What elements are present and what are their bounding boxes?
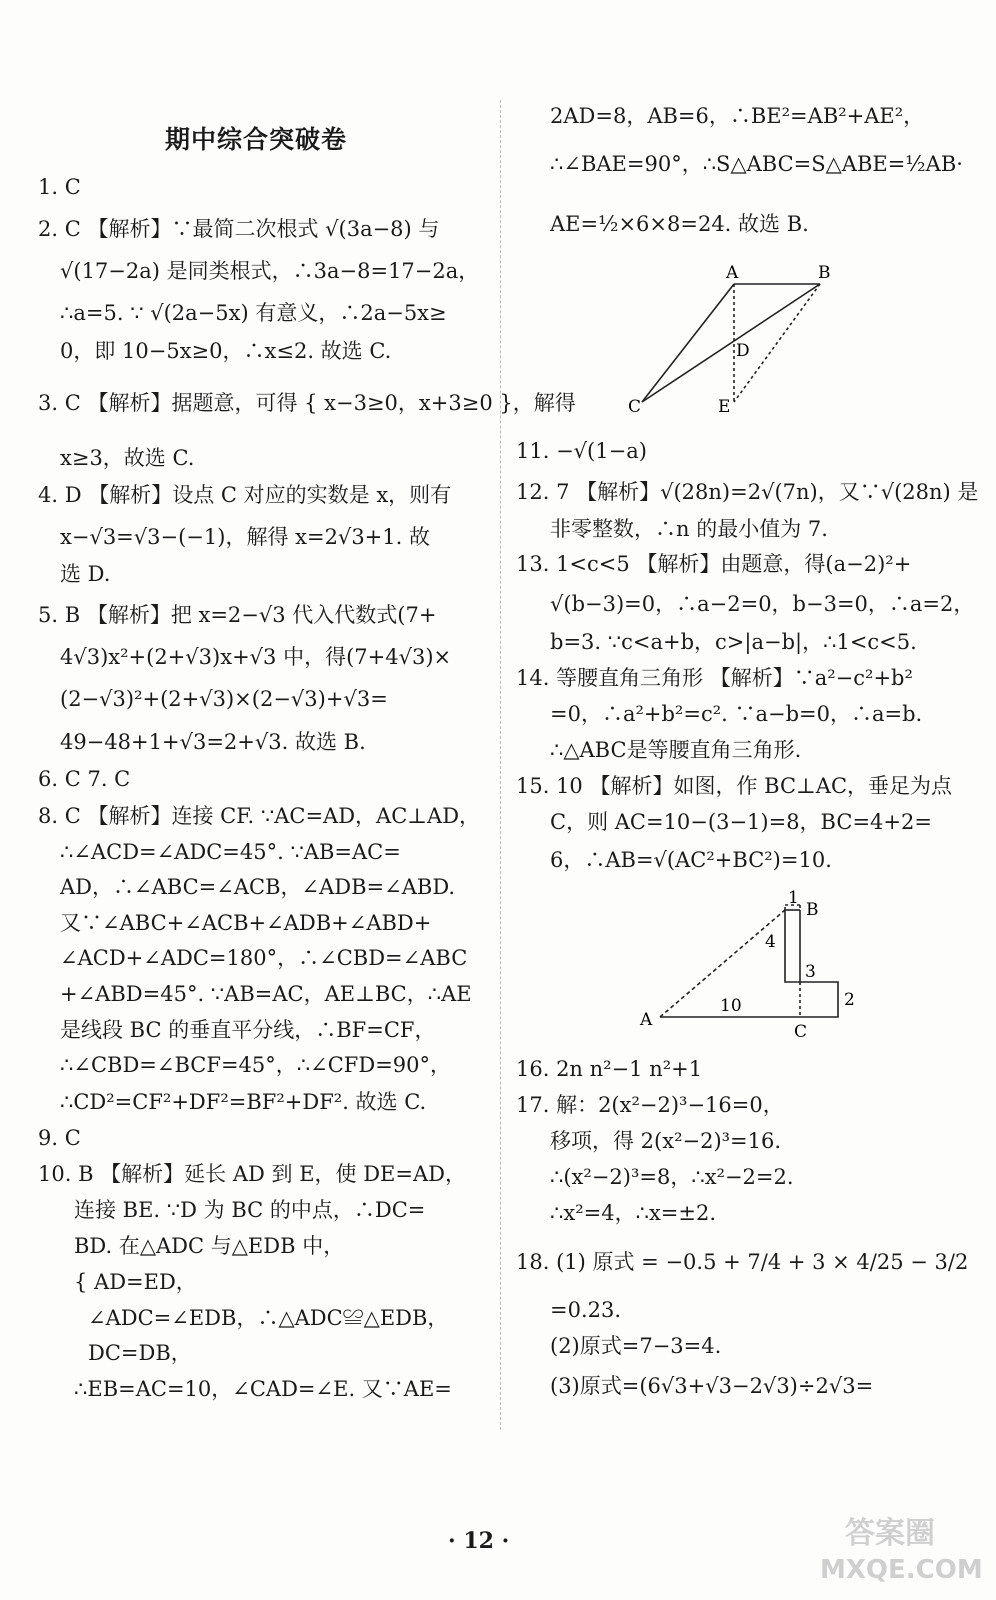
page-number: · 12 · bbox=[448, 1528, 510, 1554]
answer-line: 16. 2n n²−1 n²+1 bbox=[516, 1057, 703, 1081]
answer-line: 11. −√(1−a) bbox=[516, 439, 647, 463]
answer-line: 连接 BE. ∵D 为 BC 的中点，∴DC= bbox=[74, 1198, 426, 1222]
answer-line: 17. 解：2(x²−2)³−16=0， bbox=[516, 1093, 784, 1117]
answer-line: ∴(x²−2)³=8，∴x²−2=2. bbox=[550, 1165, 794, 1189]
answer-line: ∴∠CBD=∠BCF=45°，∴∠CFD=90°， bbox=[60, 1053, 452, 1077]
answer-line: b=3. ∵c<a+b，c>|a−b|，∴1<c<5. bbox=[550, 630, 917, 654]
answer-line: C，则 AC=10−(3−1)=8，BC=4+2= bbox=[550, 810, 932, 834]
fig1-label-b: B bbox=[818, 263, 831, 283]
answer-line: 9. C bbox=[38, 1126, 81, 1150]
answer-line: 14. 等腰直角三角形 【解析】∵a²−c²+b² bbox=[516, 666, 913, 690]
answer-line: √(17−2a) 是同类根式，∴3a−8=17−2a， bbox=[60, 259, 480, 283]
answer-line: 4. D 【解析】设点 C 对应的实数是 x，则有 bbox=[38, 483, 452, 507]
answer-line: 又∵∠ABC+∠ACB+∠ADB+∠ABD+ bbox=[60, 911, 432, 935]
fig1-label-e: E bbox=[718, 397, 731, 417]
answer-line: 8. C 【解析】连接 CF. ∵AC=AD，AC⊥AD， bbox=[38, 804, 481, 828]
answer-line: 移项，得 2(x²−2)³=16. bbox=[550, 1129, 782, 1153]
answer-line: BD. 在△ADC 与△EDB 中， bbox=[74, 1234, 345, 1258]
answer-line: 3. C 【解析】据题意，可得 { x−3≥0，x+3≥0 }，解得 bbox=[38, 391, 576, 415]
fig2-label-4: 4 bbox=[765, 932, 776, 952]
answer-line: 是线段 BC 的垂直平分线，∴BF=CF， bbox=[60, 1018, 436, 1042]
answer-line: 5. B 【解析】把 x=2−√3 代入代数式(7+ bbox=[38, 603, 437, 627]
answer-line: 非零整数，∴n 的最小值为 7. bbox=[550, 517, 828, 541]
answer-line: (3)原式=(6√3+√3−2√3)÷2√3= bbox=[550, 1374, 874, 1398]
figure-problem-15 bbox=[630, 885, 870, 1045]
answer-line: 13. 1<c<5 【解析】由题意，得(a−2)²+ bbox=[516, 552, 912, 576]
answer-line: 12. 7 【解析】√(28n)=2√(7n)，又∵√(28n) 是 bbox=[516, 480, 979, 504]
answer-line: =0，∴a²+b²=c². ∵a−b=0，∴a=b. bbox=[550, 702, 923, 726]
column-divider bbox=[500, 100, 501, 1430]
answer-line: x−√3=√3−(−1)，解得 x=2√3+1. 故 bbox=[60, 525, 430, 549]
answer-line: 6，∴AB=√(AC²+BC²)=10. bbox=[550, 848, 832, 872]
fig2-label-b: B bbox=[806, 900, 819, 920]
answer-line: 18. (1) 原式 = −0.5 + 7/4 + 3 × 4/25 − 3/2 bbox=[516, 1250, 969, 1274]
answer-line: (2)原式=7−3=4. bbox=[550, 1334, 722, 1358]
fig1-label-a: A bbox=[726, 263, 739, 283]
answer-line: 10. B 【解析】延长 AD 到 E，使 DE=AD， bbox=[38, 1162, 466, 1186]
answer-line: √(b−3)=0，∴a−2=0，b−3=0，∴a=2， bbox=[550, 592, 975, 616]
answer-line: 49−48+1+√3=2+√3. 故选 B. bbox=[60, 730, 366, 754]
figure-triangle-abc bbox=[620, 260, 840, 420]
answer-line: ∴CD²=CF²+DF²=BF²+DF². 故选 C. bbox=[60, 1090, 427, 1114]
answer-line: 2AD=8，AB=6，∴BE²=AB²+AE²， bbox=[550, 104, 925, 128]
fig2-label-a: A bbox=[640, 1010, 653, 1030]
watermark-logo: 答案圈 bbox=[845, 1516, 935, 1551]
answer-line: (2−√3)²+(2+√3)×(2−√3)+√3= bbox=[60, 687, 388, 711]
fig2-label-1: 1 bbox=[788, 888, 799, 908]
fig2-label-c: C bbox=[794, 1022, 808, 1042]
answer-line: 选 D. bbox=[60, 562, 111, 586]
page-title: 期中综合突破卷 bbox=[165, 125, 348, 154]
answer-line: AD，∴∠ABC=∠ACB，∠ADB=∠ABD. bbox=[60, 875, 456, 899]
watermark-url: MXQE.COM bbox=[820, 1555, 983, 1585]
answer-line: +∠ABD=45°. ∵AB=AC，AE⊥BC，∴AE bbox=[60, 982, 472, 1006]
fig2-label-3: 3 bbox=[805, 962, 816, 982]
answer-line: 1. C bbox=[38, 175, 81, 199]
answer-line: 15. 10 【解析】如图，作 BC⊥AC，垂足为点 bbox=[516, 774, 953, 798]
fig2-label-2: 2 bbox=[844, 990, 855, 1010]
answer-line: ∠ADC=∠EDB，∴△ADC≌△EDB， bbox=[88, 1306, 449, 1330]
answer-line: AE=½×6×8=24. 故选 B. bbox=[550, 212, 809, 236]
answer-line: ∴∠ACD=∠ADC=45°. ∵AB=AC= bbox=[60, 840, 401, 864]
answer-line: ∴a=5. ∵ √(2a−5x) 有意义，∴2a−5x≥ bbox=[60, 301, 447, 325]
answer-line: =0.23. bbox=[550, 1298, 622, 1322]
answer-line: DC=DB， bbox=[88, 1341, 192, 1365]
answer-line: ∠ACD+∠ADC=180°，∴∠CBD=∠ABC bbox=[60, 946, 468, 970]
answer-line: ∴∠BAE=90°，∴S△ABC=S△ABE=½AB· bbox=[550, 152, 963, 176]
answer-line: { AD=ED， bbox=[74, 1270, 197, 1294]
answer-line: ∴△ABC是等腰直角三角形. bbox=[550, 738, 802, 762]
fig1-label-d: D bbox=[736, 341, 750, 361]
fig1-label-c: C bbox=[628, 397, 642, 417]
answer-line: ∴EB=AC=10，∠CAD=∠E. 又∵AE= bbox=[74, 1377, 452, 1401]
answer-line: 2. C 【解析】∵最简二次根式 √(3a−8) 与 bbox=[38, 217, 440, 241]
answer-line: x≥3，故选 C. bbox=[60, 446, 195, 470]
fig2-label-10: 10 bbox=[720, 996, 742, 1016]
answer-line: 4√3)x²+(2+√3)x+√3 中，得(7+4√3)× bbox=[60, 645, 452, 669]
answer-line: 6. C 7. C bbox=[38, 767, 131, 791]
answer-line: 0，即 10−5x≥0，∴x≤2. 故选 C. bbox=[60, 339, 392, 363]
answer-line: ∴x²=4，∴x=±2. bbox=[550, 1201, 717, 1225]
